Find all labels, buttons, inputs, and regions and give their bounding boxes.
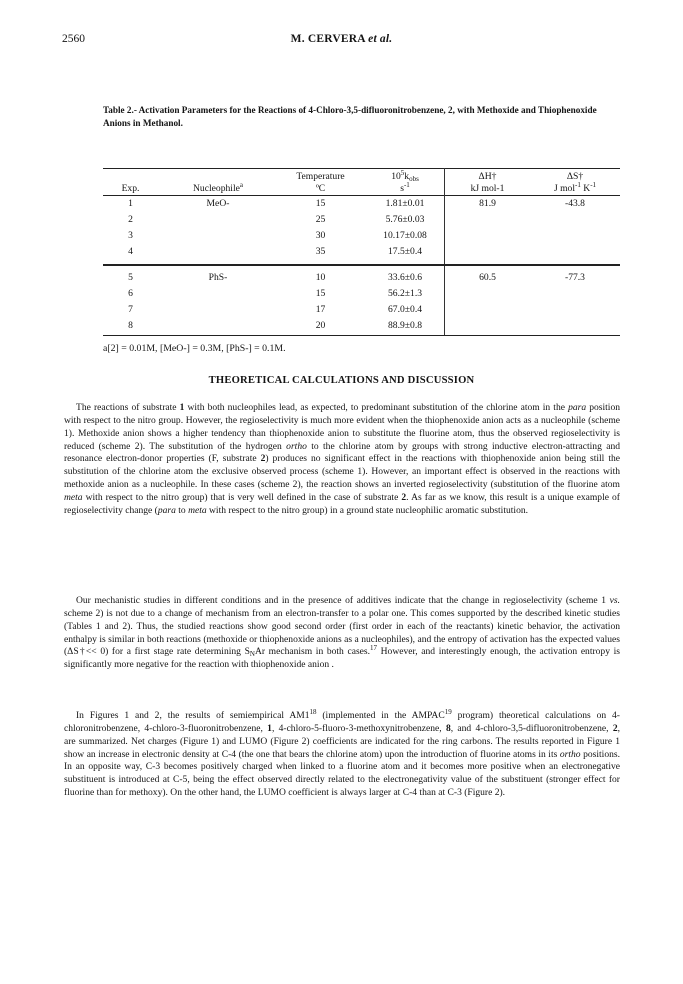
section-title: THEORETICAL CALCULATIONS AND DISCUSSION	[208, 375, 475, 386]
body-paragraph-3	[64, 710, 620, 800]
body-paragraph-1	[64, 402, 620, 518]
table-bottom-rule	[103, 335, 620, 336]
header-k-exp: 5	[400, 169, 405, 177]
table-cell-rate: 56.2±1.3	[387, 288, 423, 299]
text-run: . As far as we know, this result is a unique example of regioselectivity change (	[64, 491, 620, 516]
table-cell-temperature: 25	[315, 214, 326, 225]
table-cell-temperature: 17	[315, 304, 326, 315]
text-run: program) theoretical calculations on 4-chloronitrobenzene, 4-chloro-3-fluoronitrobenzene,	[64, 710, 620, 734]
text-run: The reactions of substrate	[76, 402, 180, 413]
table-cell-exp: 2	[128, 214, 133, 225]
text-run: positions. In an opposite way, C-3 becomes positively charged when linked to a fluorine atom and it becomes more positive when an electronegative substituent is introduced at C-5, being the effect observed directly related to the electronegativity value of the substituent (stronger effect for fluorine than for methoxy). On the other hand, the LUMO coefficient is always larger at C-4 than at C-3 (Figure 2).	[64, 748, 620, 799]
table-cell-rate: 1.81±0.01	[385, 198, 425, 209]
compound-ref: 2	[612, 722, 618, 734]
header-exp: Exp.	[121, 183, 140, 194]
table-cell-temperature: 15	[315, 198, 326, 209]
header-enthalpy: ΔH†	[478, 171, 497, 182]
table-cell-nucleophile: PhS-	[208, 272, 228, 283]
table-cell-rate: 5.76±0.03	[385, 214, 425, 225]
text-run: with respect to the nitro group) in a ground state nucleophilic aromatic substitution.	[206, 504, 528, 516]
table-cell-rate: 10.17±0.08	[383, 230, 427, 241]
header-k-base: 10	[391, 171, 401, 182]
text-run: , are summarized. Net charges (Figure 1) and LUMO (Figure 2) coefficients are indicated for the ring carbons. The results reported in Figure 1 show an increase in electronic density at C-4 (the one that bears the chlorine atom) upon the introduction of fluorine atoms in its	[64, 722, 620, 760]
table-cell-exp: 5	[128, 272, 133, 283]
table-cell-exp: 3	[128, 230, 133, 241]
citation-ref: 19	[444, 708, 452, 716]
table-cell-temperature: 10	[315, 272, 326, 283]
table-cell-exp: 8	[128, 320, 133, 331]
table-label: Table 2.	[103, 105, 134, 115]
table-cell-temperature: 35	[315, 246, 326, 257]
table-top-rule	[103, 168, 620, 169]
table-cell-temperature: 30	[315, 230, 326, 241]
header-k-sub: obs	[409, 175, 419, 183]
header-k-var: k	[404, 171, 410, 182]
text-run: Our mechanistic studies in different conditions and in the presence of additives indicate that the change in regioselectivity (scheme 1	[76, 595, 610, 606]
italic-term: para	[157, 504, 176, 516]
table-cell-temperature: 20	[315, 320, 326, 331]
text-run: with both nucleophiles lead, as expected, to predominant substitution of the chlorine atom in the	[184, 402, 569, 413]
header-entropy-unit	[530, 183, 620, 194]
running-head	[0, 33, 683, 45]
table-footnote: a[2] = 0.01M, [MeO-] = 0.3M, [PhS-] = 0.1M.	[103, 343, 286, 354]
text-run: position with respect to the nitro group. However, the regioselectivity is much more evident when the thiophenoxide anion acts as a nucleophile (scheme 1). Methoxide anion shows a higher tendency than thiophenoxide anion to substitute the fluorine atom, thus the observed regioselectivity is reduced (scheme 2). The substitution of the hydrogen	[64, 402, 620, 452]
compound-ref: 2	[260, 453, 266, 465]
header-rate-unit	[365, 183, 445, 194]
italic-term: vs.	[609, 595, 620, 606]
table-cell-exp: 1	[128, 198, 133, 209]
header-rate-unit-exp: -1	[403, 181, 410, 189]
text-run: to	[175, 504, 189, 516]
table-cell-enthalpy: 60.5	[479, 272, 496, 283]
header-nucleophile-note: a	[239, 181, 243, 189]
header-entropy-unit-a: J mol	[553, 183, 576, 194]
table-cell-enthalpy: 81.9	[479, 198, 496, 209]
table-cell-entropy: -43.8	[565, 198, 585, 209]
text-run: to the chlorine atom by groups with strong inductive electron-attracting and resonance electron-donor properties (F, substrate	[64, 440, 620, 465]
table-cell-rate: 33.6±0.6	[387, 272, 423, 283]
compound-ref: 1	[267, 722, 272, 734]
compound-ref: 8	[445, 722, 451, 734]
header-nucleophile	[158, 183, 278, 194]
table-group-rule	[103, 264, 620, 266]
text-run: with respect to the nitro group) that is very well defined in the case of substrate	[82, 491, 402, 503]
header-entropy: ΔS†	[566, 171, 584, 182]
page-number: 2560	[62, 33, 85, 45]
table-cell-exp: 7	[128, 304, 133, 315]
text-run: However, and interestingly enough, the activation entropy is significantly more negative for the reaction with thiophenoxide anion .	[64, 646, 620, 671]
text-run: scheme 2) is not due to a change of mechanism from an electron-transfer to a polar one. This comes supported by the described kinetic studies (Tables 1 and 2). Thus, the studied reactions show good second order (first order in each of the reactants) kinetic behavior, the activation enthalpy is similar in both reactions (methoxide or thiophenoxide anions as a nucleophiles), and the entropy of activation has the expected values (ΔS†<< 0) for a first stage rate determining S	[64, 607, 620, 658]
header-entropy-unit-b: K	[580, 183, 591, 194]
compound-ref: 1	[179, 402, 185, 413]
table-cell-temperature: 15	[315, 288, 326, 299]
header-rate-unit-text: s	[400, 183, 404, 194]
text-run: (implemented in the AMPAC	[316, 710, 445, 721]
italic-term: ortho	[286, 440, 307, 452]
text-run: , and 4-chloro-3,5-difluoronitrobenzene,	[450, 722, 613, 734]
header-entropy-unit-exp2: -1	[590, 181, 597, 189]
header-entropy-unit-exp1: -1	[575, 181, 581, 189]
table-cell-exp: 4	[128, 246, 133, 257]
table-header-rule	[103, 195, 620, 196]
text-run: ) produces no significant effect in the reactions with thiophenoxide anion being still the substitution of the chlorine atom the exclusive observed process (scheme 1). However, an important effect is observed in the reactions with methoxide anion as a nucleophile. In these cases (scheme 2), the reaction shows an inverted regioselectivity (substitution of the fluorine atom	[64, 453, 620, 491]
table-cell-rate: 88.9±0.8	[387, 320, 423, 331]
table-cell-nucleophile: MeO-	[206, 198, 230, 209]
body-paragraph-2	[64, 595, 620, 672]
running-head-etal: et al.	[368, 33, 393, 45]
header-temperature-unit: ºC	[315, 183, 326, 194]
table-cell-rate: 17.5±0.4	[387, 246, 423, 257]
italic-term: para	[568, 402, 587, 413]
header-nucleophile-text: Nucleophile	[193, 183, 240, 194]
text-run: Ar mechanism in both cases.	[254, 646, 371, 658]
table-caption-text: - Activation Parameters for the Reactions of 4-Chloro-3,5-difluoronitrobenzene, 2, with Methoxide and Thiophenoxide Anions in Methanol.	[103, 105, 597, 128]
citation-ref: 17	[370, 644, 378, 653]
compound-ref: 2	[401, 491, 407, 503]
table-cell-entropy: -77.3	[565, 272, 585, 283]
italic-term: ortho	[559, 748, 581, 760]
table-caption	[103, 104, 623, 130]
citation-ref: 18	[309, 708, 317, 716]
table-cell-exp: 6	[128, 288, 133, 299]
italic-term: meta	[64, 491, 83, 503]
running-head-authors: M. CERVERA	[290, 33, 369, 45]
text-run: , 4-chloro-5-fluoro-3-methoxynitrobenzene,	[271, 722, 446, 734]
subscript: N	[249, 650, 255, 659]
header-enthalpy-unit: kJ mol-1	[470, 183, 505, 194]
italic-term: meta	[188, 504, 207, 516]
header-temperature: Temperature	[296, 171, 345, 182]
table-cell-rate: 67.0±0.4	[387, 304, 423, 315]
text-run: In Figures 1 and 2, the results of semiempirical AM1	[76, 710, 310, 721]
